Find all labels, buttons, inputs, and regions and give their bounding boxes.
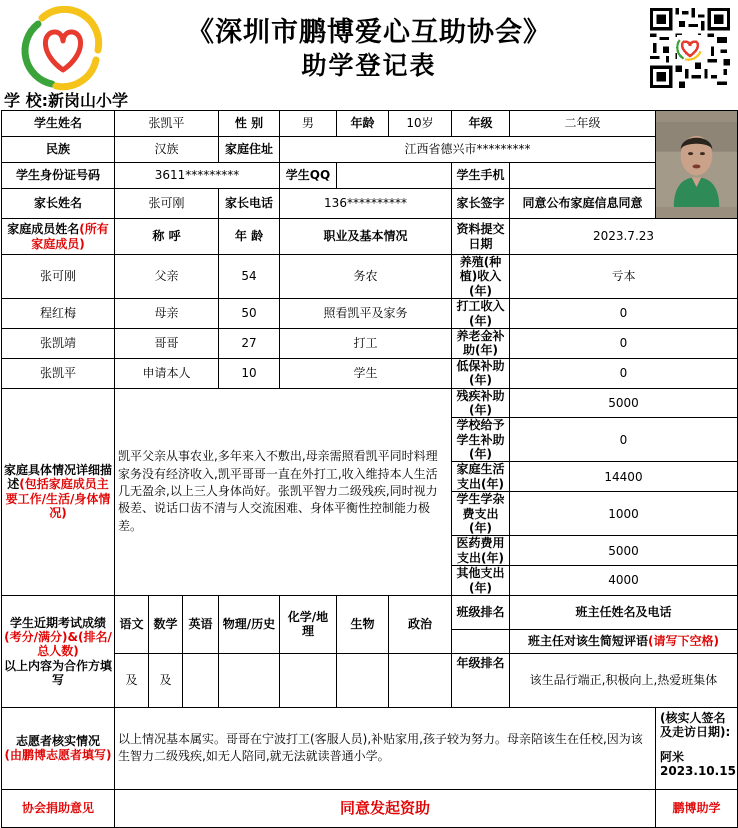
job-header: 职业及基本情况	[280, 219, 452, 255]
member-relation: 哥哥	[115, 328, 219, 358]
relation-header: 称 呼	[115, 219, 219, 255]
situation-text: 凯平父亲从事农业,多年来入不敷出,母亲需照看凯平同时料理家务没有经济收入,凯平哥哥一直在外打工,收入维持本人生活几无盈余,以上三人身体尚好。张凯平智力二级残疾,同时视力极差、说话口齿不清与人交流困难、身体平衡性控制能力极差。	[115, 388, 452, 595]
subject-header: 化学/地理	[280, 595, 337, 653]
grade-label: 年级	[452, 111, 510, 137]
submit-date-label: 资料提交日期	[452, 219, 510, 255]
score-value	[280, 653, 337, 707]
expense-value: 4000	[510, 566, 738, 596]
income-label: 养老金补助(年)	[452, 328, 510, 358]
member-relation: 申请本人	[115, 358, 219, 388]
comment-label-a: 班主任对该生简短评语	[528, 634, 649, 649]
ethnicity-label: 民族	[2, 137, 115, 163]
comment-label	[510, 629, 738, 653]
member-age: 27	[219, 328, 280, 358]
score-value: 及	[149, 653, 183, 707]
expense-value: 5000	[510, 536, 738, 566]
registration-table	[1, 110, 738, 828]
gender-value: 男	[280, 111, 337, 137]
member-name: 张凯平	[2, 358, 115, 388]
exam-label-c: 以上内容为合作方填写	[4, 658, 113, 688]
class-rank-label: 班级排名	[452, 595, 510, 629]
consent-label: 同意公布家庭信息同意	[510, 189, 656, 219]
student-photo	[656, 111, 738, 219]
subject-header: 英语	[183, 595, 219, 653]
opinion-label: 协会捐助意见	[2, 789, 115, 827]
member-name: 程红梅	[2, 299, 115, 329]
member-job: 学生	[280, 358, 452, 388]
address-label: 家庭住址	[219, 137, 280, 163]
situation-label-b: (包括家庭成员主要工作/生活/身体情况)	[5, 477, 111, 521]
form-title: 《深圳市鹏博爱心互助协会》	[187, 17, 551, 48]
class-rank-value	[452, 629, 510, 653]
volunteer-label	[2, 707, 115, 789]
situation-label	[2, 388, 115, 595]
member-relation: 母亲	[115, 299, 219, 329]
score-value: 及	[115, 653, 149, 707]
gender-label: 性 别	[219, 111, 280, 137]
comment-label-b: (请写下空格)	[648, 634, 719, 649]
verifier-sign-label: (核实人签名及走访日期):	[660, 710, 731, 740]
qq-label: 学生QQ	[280, 163, 337, 189]
verifier-signature	[656, 707, 738, 789]
id-value: 3611*********	[115, 163, 280, 189]
member-job: 务农	[280, 255, 452, 299]
expense-label: 家庭生活支出(年)	[452, 462, 510, 492]
expense-label: 学生学杂费支出(年)	[452, 492, 510, 536]
volunteer-label-b: (由鹏博志愿者填写)	[4, 748, 112, 763]
exam-label	[2, 595, 115, 707]
grade-rank-label: 年级排名	[452, 653, 510, 707]
income-value: 0	[510, 358, 738, 388]
opinion-value: 同意发起资助	[115, 789, 656, 827]
member-relation: 父亲	[115, 255, 219, 299]
teacher-label: 班主任姓名及电话	[510, 595, 738, 629]
expense-label: 其他支出(年)	[452, 566, 510, 596]
ethnicity-value: 汉族	[115, 137, 219, 163]
exam-label-b: (考分/满分)&(排名/总人数)	[4, 629, 112, 659]
member-job: 打工	[280, 328, 452, 358]
guardian-sign-label: 家长签字	[452, 189, 510, 219]
phone-value	[510, 163, 656, 189]
guardian-name-value: 张可刚	[115, 189, 219, 219]
member-job: 照看凯平及家务	[280, 299, 452, 329]
guardian-phone-label: 家长电话	[219, 189, 280, 219]
family-label-a: 家庭成员姓名	[7, 222, 80, 237]
school-line	[4, 88, 128, 111]
verifier-name: 阿米	[660, 749, 685, 764]
income-value: 0	[510, 418, 738, 462]
age-label: 年龄	[337, 111, 389, 137]
subject-header: 数学	[149, 595, 183, 653]
teacher-comment: 该生品行端正,积极向上,热爱班集体	[510, 653, 738, 707]
subject-header: 语文	[115, 595, 149, 653]
income-value: 0	[510, 328, 738, 358]
age-value: 10岁	[389, 111, 452, 137]
score-value	[183, 653, 219, 707]
age-header: 年 龄	[219, 219, 280, 255]
member-age: 10	[219, 358, 280, 388]
grade-value: 二年级	[510, 111, 656, 137]
family-members-label	[2, 219, 115, 255]
score-value	[389, 653, 452, 707]
income-label: 打工收入(年)	[452, 299, 510, 329]
score-value	[219, 653, 280, 707]
address-value: 江西省德兴市*********	[280, 137, 656, 163]
verifier-date: 2023.10.15	[660, 764, 736, 779]
income-value: 亏本	[510, 255, 738, 299]
school-value: 新岗山小学	[47, 91, 128, 110]
exam-label-a: 学生近期考试成绩	[9, 615, 106, 630]
volunteer-text: 以上情况基本属实。哥哥在宁波打工(客服人员),补贴家用,孩子较为努力。母亲陪该生在任校,因为该生智力二级残疾,如无人陪同,就无法就读普通小学。	[115, 707, 656, 789]
score-value	[337, 653, 389, 707]
expense-value: 14400	[510, 462, 738, 492]
submit-date-value: 2023.7.23	[510, 219, 738, 255]
member-name: 张可刚	[2, 255, 115, 299]
income-label: 低保补助(年)	[452, 358, 510, 388]
org-name: 鹏博助学	[656, 789, 738, 827]
subject-header: 物理/历史	[219, 595, 280, 653]
member-name: 张凯靖	[2, 328, 115, 358]
member-age: 54	[219, 255, 280, 299]
id-label: 学生身份证号码	[2, 163, 115, 189]
expense-value: 1000	[510, 492, 738, 536]
qq-value	[337, 163, 452, 189]
school-label: 学 校:	[4, 91, 48, 110]
income-value: 0	[510, 299, 738, 329]
family-label-b: (所有家庭成员)	[31, 222, 109, 251]
subject-header: 政治	[389, 595, 452, 653]
guardian-name-label: 家长姓名	[2, 189, 115, 219]
form-subtitle: 助学登记表	[301, 51, 437, 80]
volunteer-label-a: 志愿者核实情况	[15, 734, 100, 749]
income-label: 学校给予学生补助(年)	[452, 418, 510, 462]
guardian-phone-value: 136**********	[280, 189, 452, 219]
income-label: 养殖(种植)收入(年)	[452, 255, 510, 299]
income-label: 残疾补助(年)	[452, 388, 510, 418]
subject-header: 生物	[337, 595, 389, 653]
student-name-value: 张凯平	[115, 111, 219, 137]
member-age: 50	[219, 299, 280, 329]
student-name-label: 学生姓名	[2, 111, 115, 137]
phone-label: 学生手机	[452, 163, 510, 189]
situation-label-a: 家庭具体情况详细描述	[4, 462, 113, 492]
income-value: 5000	[510, 388, 738, 418]
expense-label: 医药费用支出(年)	[452, 536, 510, 566]
